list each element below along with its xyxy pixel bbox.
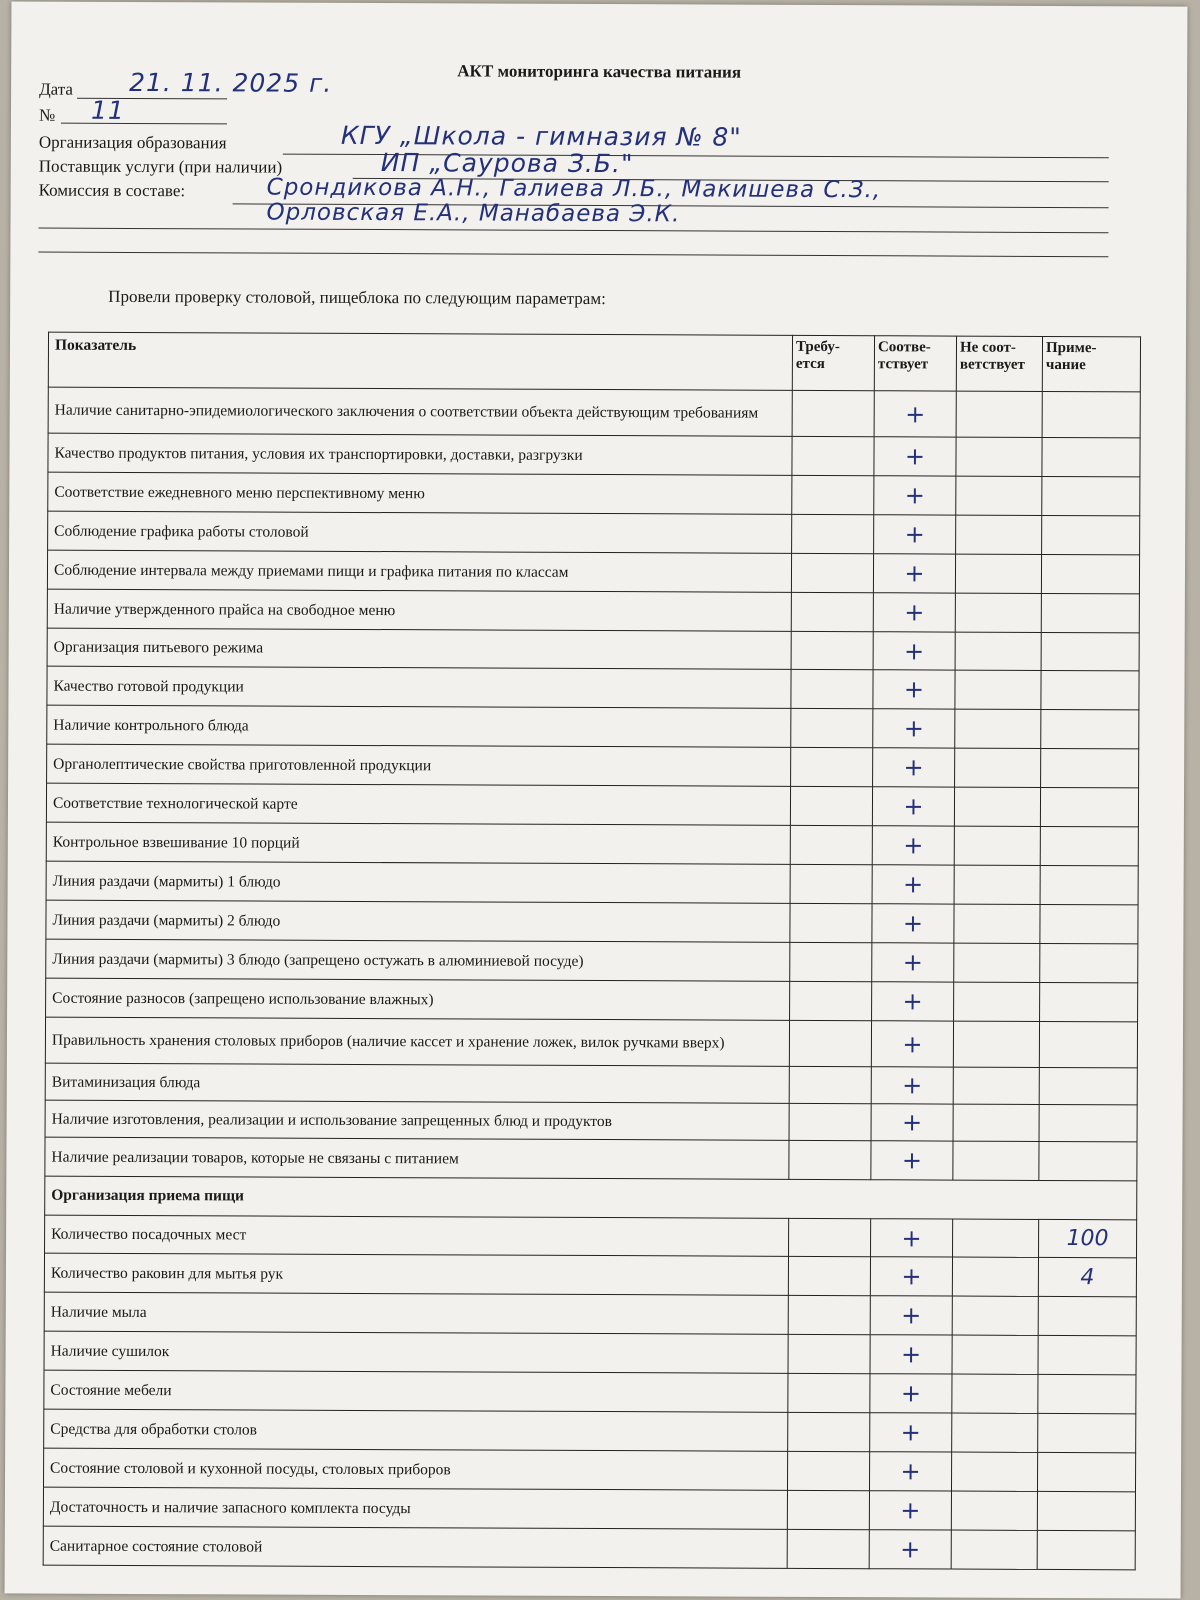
indicator-cell: Качество продуктов питания, условия их транспортировки, доставки, разгрузки xyxy=(48,433,792,475)
not-complies-cell xyxy=(954,904,1040,943)
required-cell xyxy=(791,708,873,747)
not-complies-cell xyxy=(954,787,1040,826)
indicator-row-7 xyxy=(47,628,1139,671)
not-complies-cell xyxy=(951,1491,1037,1530)
not-complies-cell xyxy=(953,1021,1039,1067)
indicator-row-12 xyxy=(46,822,1138,866)
complies-cell: + xyxy=(871,1219,953,1257)
header-indicator: Показатель xyxy=(48,332,792,390)
indicator-cell: Наличие санитарно-эпидемиологического заключения о соответствии объекта действующим требованиям xyxy=(48,387,792,436)
note-cell xyxy=(1040,982,1138,1021)
complies-cell: + xyxy=(872,943,954,982)
not-complies-cell xyxy=(952,1335,1038,1374)
required-cell xyxy=(789,1140,871,1179)
note-cell: 100 xyxy=(1039,1219,1137,1257)
indicator-row-15 xyxy=(46,939,1138,983)
indicator-row-20 xyxy=(45,1137,1137,1181)
document-title: АКТ мониторинга качества питания xyxy=(457,61,742,82)
indicator-cell: Наличие изготовления, реализации и использование запрещенных блюд и продуктов xyxy=(45,1100,789,1140)
required-cell xyxy=(788,1334,870,1373)
complies-cell: + xyxy=(873,593,955,632)
note-cell xyxy=(1037,1491,1135,1530)
note-cell xyxy=(1039,1141,1137,1180)
note-cell xyxy=(1039,1104,1137,1141)
indicator-row-13 xyxy=(46,861,1138,905)
indicator-row-4 xyxy=(48,511,1140,555)
not-complies-cell xyxy=(952,1413,1038,1452)
commission-value-line1: Срондикова А.Н., Галиева Л.Б., Макишева С.З., xyxy=(266,174,882,204)
complies-cell: + xyxy=(871,1067,953,1104)
indicator-cell: Витаминизация блюда xyxy=(45,1063,789,1103)
section-indicator-row-2 xyxy=(44,1253,1136,1297)
indicator-row-2 xyxy=(48,433,1140,477)
complies-cell: + xyxy=(874,515,956,554)
section-row xyxy=(45,1176,1137,1220)
note-cell xyxy=(1042,515,1140,554)
complies-cell: + xyxy=(870,1374,952,1413)
note-cell xyxy=(1040,904,1138,943)
not-complies-cell xyxy=(955,632,1041,670)
not-complies-cell xyxy=(951,1452,1037,1491)
section-title: Организация приема пищи xyxy=(45,1176,1137,1220)
supplier-value: ИП „Саурова З.Б." xyxy=(380,148,634,179)
section-indicator-row-3 xyxy=(44,1292,1136,1336)
not-complies-cell xyxy=(953,1219,1039,1257)
section-indicator-row-1 xyxy=(45,1215,1137,1258)
complies-cell: + xyxy=(870,1257,952,1296)
note-cell xyxy=(1042,437,1140,476)
not-complies-cell xyxy=(954,982,1040,1021)
required-cell xyxy=(790,942,872,981)
document-page xyxy=(5,1,1188,1598)
required-cell xyxy=(792,475,874,514)
indicator-cell: Качество готовой продукции xyxy=(47,666,791,708)
required-cell xyxy=(791,631,873,669)
required-cell xyxy=(791,669,873,708)
note-cell xyxy=(1040,865,1138,904)
not-complies-cell xyxy=(952,1257,1038,1296)
complies-cell: + xyxy=(873,709,955,748)
date-label: Дата xyxy=(39,79,74,99)
note-cell xyxy=(1041,670,1139,709)
note-cell: 4 xyxy=(1038,1257,1136,1296)
complies-cell: + xyxy=(874,476,956,515)
indicator-cell: Состояние столовой и кухонной посуды, столовых приборов xyxy=(43,1448,787,1490)
complies-cell: + xyxy=(872,865,954,904)
commission-value-line2: Орловская Е.А., Манабаева Э.К. xyxy=(266,199,681,228)
required-cell xyxy=(789,1066,871,1103)
number-underline xyxy=(61,123,227,125)
required-cell xyxy=(788,1412,870,1451)
required-cell xyxy=(792,514,874,553)
header-note: Приме- чание xyxy=(1042,336,1140,391)
indicator-cell: Наличие реализации товаров, которые не связаны с питанием xyxy=(45,1137,789,1179)
note-cell xyxy=(1041,709,1139,748)
indicator-cell: Санитарное состояние столовой xyxy=(43,1526,787,1568)
indicator-cell: Наличие мыла xyxy=(44,1292,788,1334)
indicator-row-6 xyxy=(47,589,1139,633)
monitoring-table xyxy=(43,332,1141,1571)
indicator-cell: Правильность хранения столовых приборов (наличие кассет и хранение ложек, вилок ручками вверх) xyxy=(45,1017,789,1066)
note-cell xyxy=(1039,1021,1137,1067)
required-cell xyxy=(790,786,872,825)
org-label: Организация образования xyxy=(38,132,227,153)
indicator-cell: Состояние разносов (запрещено использование влажных) xyxy=(46,978,790,1020)
not-complies-cell xyxy=(956,437,1042,476)
indicator-cell: Количество посадочных мест xyxy=(45,1215,789,1256)
not-complies-cell xyxy=(956,515,1042,554)
indicator-row-19 xyxy=(45,1100,1137,1142)
complies-cell: + xyxy=(872,982,954,1021)
section-indicator-row-6 xyxy=(44,1409,1136,1453)
indicator-cell: Достаточность и наличие запасного комплекта посуды xyxy=(43,1487,787,1529)
required-cell xyxy=(791,553,873,592)
required-cell xyxy=(787,1529,869,1568)
indicator-cell: Контрольное взвешивание 10 порций xyxy=(46,822,790,864)
indicator-cell: Количество раковин для мытья рук xyxy=(44,1253,788,1295)
table-body-section xyxy=(43,1215,1137,1570)
complies-cell: + xyxy=(874,437,956,476)
complies-cell: + xyxy=(869,1452,951,1491)
required-cell xyxy=(788,1256,870,1295)
note-cell xyxy=(1040,787,1138,826)
not-complies-cell xyxy=(955,709,1041,748)
indicator-row-3 xyxy=(48,472,1140,516)
number-label: № xyxy=(38,105,56,125)
indicator-cell: Организация питьевого режима xyxy=(47,628,791,669)
note-cell xyxy=(1042,391,1140,437)
complies-cell: + xyxy=(871,1021,953,1067)
indicator-row-11 xyxy=(46,783,1138,827)
complies-cell: + xyxy=(870,1296,952,1335)
indicator-cell: Линия раздачи (мармиты) 3 блюдо (запрещено остужать в алюминиевой посуде) xyxy=(46,939,790,981)
note-cell xyxy=(1037,1452,1135,1491)
note-cell xyxy=(1038,1296,1136,1335)
section-indicator-row-9 xyxy=(43,1526,1135,1570)
required-cell xyxy=(791,747,873,786)
commission-label: Комиссия в составе: xyxy=(38,180,186,201)
required-cell xyxy=(788,1295,870,1334)
indicator-cell: Наличие контрольного блюда xyxy=(47,705,791,747)
note-cell xyxy=(1040,826,1138,865)
indicator-cell: Соблюдение интервала между приемами пищи и графика питания по классам xyxy=(47,550,791,592)
required-cell xyxy=(790,864,872,903)
note-cell xyxy=(1039,1067,1137,1104)
not-complies-cell xyxy=(956,476,1042,515)
table-section xyxy=(45,1176,1137,1220)
indicator-cell: Линия раздачи (мармиты) 2 блюдо xyxy=(46,900,790,942)
header-not-complies: Не соот- ветствует xyxy=(956,336,1042,391)
required-cell xyxy=(792,390,874,436)
indicator-cell: Линия раздачи (мармиты) 1 блюдо xyxy=(46,861,790,903)
indicator-cell: Соблюдение графика работы столовой xyxy=(48,511,792,553)
required-cell xyxy=(787,1451,869,1490)
not-complies-cell xyxy=(953,1104,1039,1141)
complies-cell: + xyxy=(873,748,955,787)
note-cell xyxy=(1040,943,1138,982)
not-complies-cell xyxy=(952,1374,1038,1413)
not-complies-cell xyxy=(955,748,1041,787)
note-cell xyxy=(1038,1374,1136,1413)
required-cell xyxy=(788,1373,870,1412)
section-indicator-row-7 xyxy=(43,1448,1135,1492)
not-complies-cell xyxy=(952,1296,1038,1335)
complies-cell: + xyxy=(871,1104,953,1141)
complies-cell: + xyxy=(874,391,956,437)
indicator-cell: Соответствие технологической карте xyxy=(46,783,790,825)
note-cell xyxy=(1041,632,1139,670)
required-cell xyxy=(789,1103,871,1140)
not-complies-cell xyxy=(954,865,1040,904)
indicator-row-1 xyxy=(48,387,1140,438)
indicator-cell: Наличие сушилок xyxy=(44,1331,788,1373)
date-value: 21. 11. 2025 г. xyxy=(129,67,333,98)
required-cell xyxy=(790,903,872,942)
required-cell xyxy=(791,592,873,631)
complies-cell: + xyxy=(873,554,955,593)
not-complies-cell xyxy=(953,1067,1039,1104)
complies-cell: + xyxy=(872,787,954,826)
org-value: КГУ „Школа - гимназия № 8" xyxy=(340,120,742,152)
not-complies-cell xyxy=(955,554,1041,593)
complies-cell: + xyxy=(871,1141,953,1180)
note-cell xyxy=(1038,1413,1136,1452)
note-cell xyxy=(1041,748,1139,787)
complies-cell: + xyxy=(873,670,955,709)
commission-underline-3 xyxy=(38,252,1108,258)
complies-cell: + xyxy=(869,1491,951,1530)
indicator-row-8 xyxy=(47,666,1139,710)
not-complies-cell xyxy=(954,943,1040,982)
note-cell xyxy=(1041,554,1139,593)
indicator-row-14 xyxy=(46,900,1138,944)
note-cell xyxy=(1042,476,1140,515)
header-complies: Соотве- тствует xyxy=(874,336,956,391)
required-cell xyxy=(790,825,872,864)
required-cell xyxy=(789,1020,871,1066)
not-complies-cell xyxy=(956,391,1042,437)
section-indicator-row-5 xyxy=(44,1370,1136,1414)
number-value: 11 xyxy=(90,95,125,125)
indicator-row-18 xyxy=(45,1063,1137,1105)
section-indicator-row-4 xyxy=(44,1331,1136,1375)
indicator-cell: Наличие утвержденного прайса на свободное меню xyxy=(47,589,791,631)
complies-cell: + xyxy=(872,904,954,943)
table-body-main xyxy=(45,387,1140,1181)
not-complies-cell xyxy=(954,826,1040,865)
required-cell xyxy=(792,436,874,475)
indicator-cell: Органолептические свойства приготовленной продукции xyxy=(47,744,791,786)
indicator-row-9 xyxy=(47,705,1139,749)
complies-cell: + xyxy=(870,1335,952,1374)
commission-underline-2 xyxy=(38,228,1108,234)
indicator-cell: Состояние мебели xyxy=(44,1370,788,1412)
header-required: Требу- ется xyxy=(792,335,874,390)
not-complies-cell xyxy=(955,670,1041,709)
not-complies-cell xyxy=(953,1141,1039,1180)
note-cell xyxy=(1041,593,1139,632)
not-complies-cell xyxy=(951,1530,1037,1569)
not-complies-cell xyxy=(955,593,1041,632)
complies-cell: + xyxy=(870,1413,952,1452)
complies-cell: + xyxy=(873,632,955,670)
table-header-row xyxy=(48,332,1140,392)
supplier-label: Поставщик услуги (при наличии) xyxy=(38,156,283,177)
indicator-row-16 xyxy=(46,978,1138,1022)
indicator-cell: Соответствие ежедневного меню перспективному меню xyxy=(48,472,792,514)
intro-text: Провели проверку столовой, пищеблока по следующим параметрам: xyxy=(108,286,606,309)
note-cell xyxy=(1038,1335,1136,1374)
indicator-row-10 xyxy=(47,744,1139,788)
indicator-row-5 xyxy=(47,550,1139,594)
indicator-cell: Средства для обработки столов xyxy=(44,1409,788,1451)
required-cell xyxy=(790,981,872,1020)
note-cell xyxy=(1037,1530,1135,1569)
complies-cell: + xyxy=(869,1530,951,1569)
indicator-row-17 xyxy=(45,1017,1137,1068)
required-cell xyxy=(789,1218,871,1256)
required-cell xyxy=(787,1490,869,1529)
complies-cell: + xyxy=(872,826,954,865)
section-indicator-row-8 xyxy=(43,1487,1135,1531)
